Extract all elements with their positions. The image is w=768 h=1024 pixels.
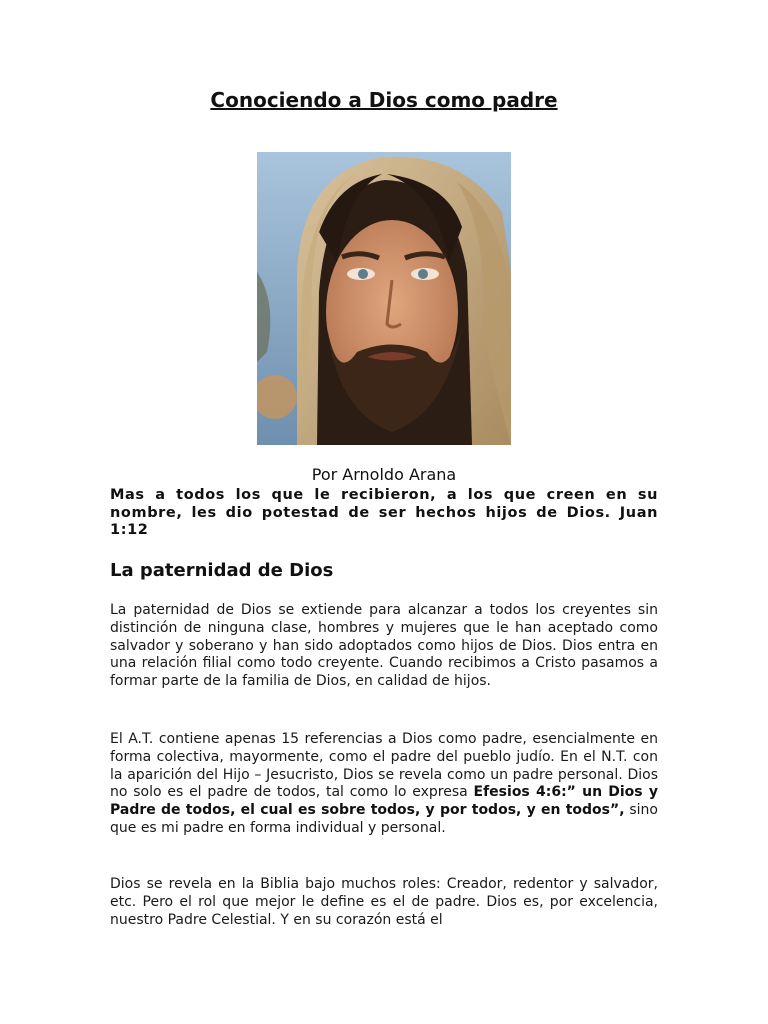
body-paragraph [110, 731, 658, 838]
paragraph-text: sino que es mi padre en forma individual y personal. [110, 802, 658, 836]
portrait-image [257, 152, 511, 445]
section-heading: La paternidad de Dios [110, 560, 334, 581]
body-paragraph: Dios se revela en la Biblia bajo muchos roles: Creador, redentor y salvador, etc. Pero el rol que mejor le define es el de padre. Dios es, por excelencia, nuestro Padre Celestial. Y en su corazón está el [110, 876, 658, 928]
author-line: Por Arnoldo Arana [311, 465, 457, 484]
bible-quote: Efesios 4:6:” un Dios y Padre de todos, el cual es sobre todos, y por todos, y en todos”, [110, 784, 658, 819]
body-paragraph: La paternidad de Dios se extiende para alcanzar a todos los creyentes sin distinción de ninguna clase, hombres y mujeres que le han aceptado como salvador y soberano y han sido adoptados como hijos de Dios. Dios entra en una relación filial como todo creyente. Cuando recibimos a Cristo pasamos a formar parte de la familia de Dios, en calidad de hijos. [110, 602, 658, 690]
paragraph-text: El A.T. contiene apenas 15 referencias a Dios como padre, esencialmente en forma colectiva, mayormente, como el padre del pueblo judío. En el N.T. con la aparición del Hijo – Jesucristo, Dios se revela como un padre personal. Dios no solo es el padre de todos, tal como lo expresa [110, 731, 658, 801]
epigraph-verse: Mas a todos los que le recibieron, a los que creen en su nombre, les dio potestad de ser hechos hijos de Dios. Juan 1:12 [110, 487, 658, 538]
document-title: Conociendo a Dios como padre [210, 88, 558, 112]
